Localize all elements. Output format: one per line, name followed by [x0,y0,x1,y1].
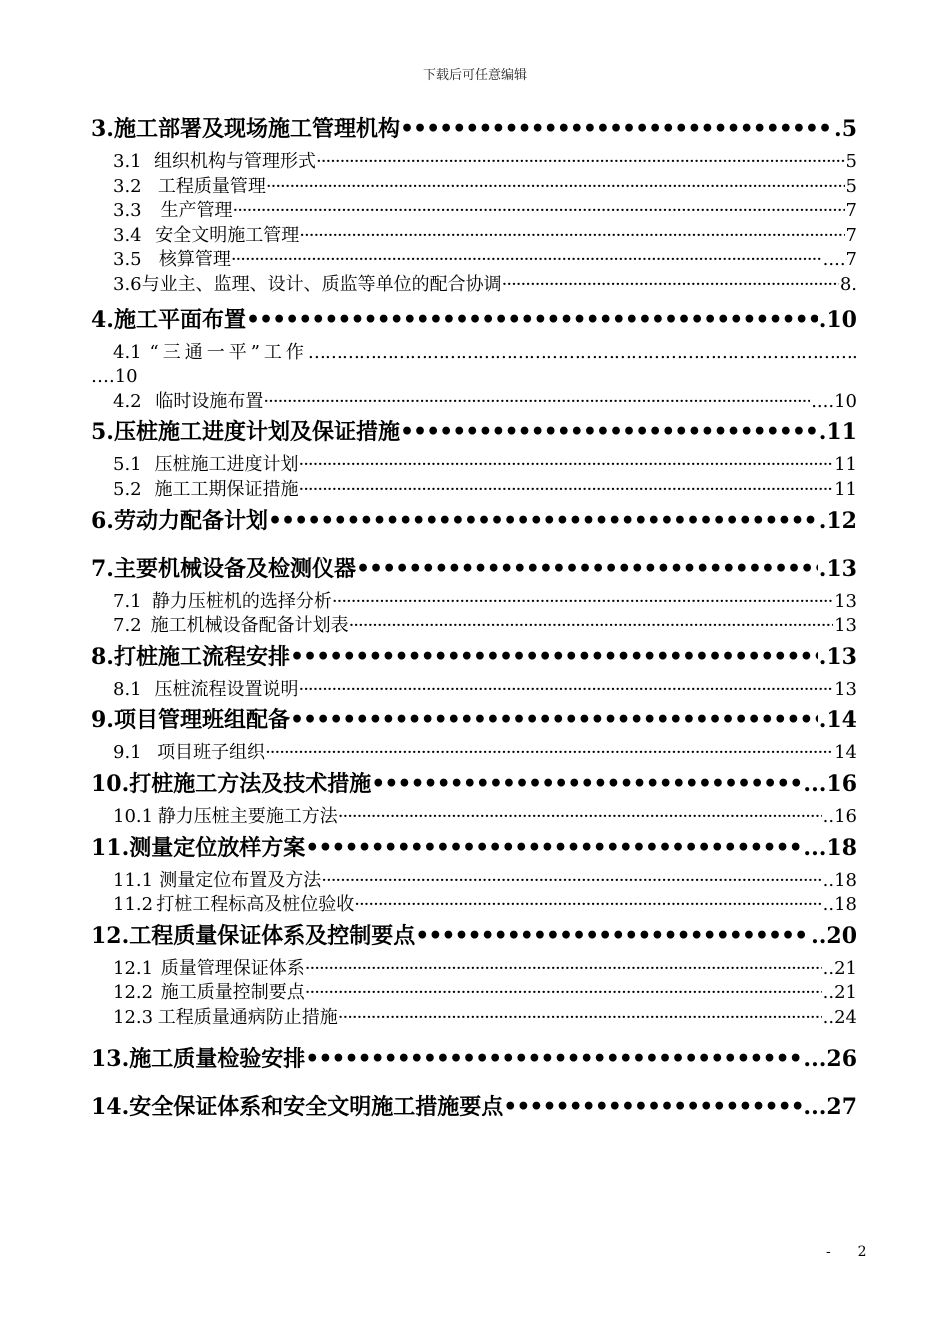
section-page: ..20 [811,922,857,949]
section-page: ...16 [803,770,857,797]
toc-subsection-12-3[interactable] [91,1006,857,1031]
footer-prefix: - [826,1244,831,1260]
section-number: 3. [91,116,114,142]
subsection-number: 3.4 [113,224,142,246]
toc-subsection-7-1[interactable] [91,590,857,615]
subsection-title: 质量管理保证体系 [160,957,305,979]
subsection-page: ..24 [822,1006,857,1028]
dot-leader [305,1044,802,1074]
dot-leader [263,390,810,415]
section-number: 7. [91,555,114,582]
toc-section-13[interactable] [91,1044,857,1074]
dot-leader [232,199,844,224]
toc-section-4[interactable] [91,305,857,335]
subsection-title: 静力压桩机的选择分析 [151,590,332,612]
page-number: 2 [857,1244,867,1260]
subsection-page: 5 [845,175,857,197]
dot-leader [305,833,802,863]
subsection-title: 打桩工程标高及桩位验收 [156,894,355,916]
section-page: .5 [834,116,857,142]
toc-section-7[interactable] [91,554,857,584]
section-number: 5. [91,419,114,446]
subsection-page: 11 [834,454,857,476]
subsection-title: 施工机械设备配备计划表 [150,615,349,637]
dot-leader [356,554,818,584]
subsection-title: 施工工期保证措施 [154,478,299,500]
section-title: 劳动力配备计划 [113,507,268,534]
subsection-title: 工程质量通病防止措施 [157,1006,338,1028]
subsection-page: ….10 [91,366,138,388]
subsection-page: 8. [839,273,857,295]
subsection-number: 4.1 [113,341,142,363]
subsection-page: ....10 [811,390,857,412]
dot-leader [354,893,821,918]
toc-section-5[interactable] [91,417,857,447]
dot-leader [349,614,834,639]
subsection-number: 11.1 [113,869,154,891]
subsection-title: 工程质量管理 [157,175,266,197]
subsection-number: 3.1 [113,151,142,172]
subsection-title: 施工质量控制要点 [160,982,305,1004]
subsection-number: 12.3 [113,1006,154,1028]
dot-leader [502,273,839,298]
subsection-page: ..18 [822,869,857,891]
subsection-page: ....7 [822,249,857,271]
toc-subsection-10-1[interactable] [91,805,857,830]
subsection-page: ..21 [822,982,857,1004]
subsection-number: 4.2 [113,390,142,412]
section-title: 打桩施工方法及技术措施 [129,770,372,797]
toc-section-11[interactable] [91,833,857,863]
subsection-number: 8.1 [113,678,142,700]
dot-leader [400,114,833,144]
subsection-page: ..16 [822,805,857,827]
section-number: 13. [91,1046,130,1073]
toc-subsection-5-2[interactable] [91,478,857,503]
subsection-title: 生产管理 [160,200,233,222]
section-page: ...26 [803,1046,857,1073]
section-title: 施工平面布置 [113,306,246,333]
toc-section-9[interactable] [91,705,857,735]
subsection-page: ..21 [822,957,857,979]
subsection-number: 5.2 [113,478,142,500]
subsection-page: 5 [845,151,857,172]
section-title: 主要机械设备及检测仪器 [113,555,356,582]
section-number: 10. [91,770,130,797]
dot-leader [305,957,822,982]
section-number: 4. [91,306,114,333]
page-header: 下载后可任意编辑 [422,68,527,83]
section-title: 压桩施工进度计划及保证措施 [113,419,400,446]
toc-subsection-3-3[interactable] [91,199,857,224]
section-number: 11. [91,834,130,861]
subsection-number: 3.6 [113,273,142,295]
dot-leader [246,305,818,335]
subsection-page: ..18 [822,894,857,916]
dot-leader [371,769,802,799]
subsection-number: 5.1 [113,454,142,476]
subsection-title: 组织机构与管理形式 [154,151,316,172]
subsection-title: 项目班子组织 [157,742,266,764]
subsection-title: “三通一平”工作 [149,341,308,363]
toc-subsection-9-1[interactable] [91,741,857,766]
toc-section-10[interactable] [91,769,857,799]
subsection-title: 安全文明施工管理 [155,224,300,246]
section-page: ...18 [803,834,857,861]
toc-subsection-3-2[interactable] [91,175,857,200]
subsection-title: 测量定位布置及方法 [159,869,322,891]
subsection-title: 静力压桩主要施工方法 [157,805,338,827]
subsection-number: 11.2 [113,894,154,916]
section-page: ...27 [803,1094,857,1121]
section-number: 9. [91,707,114,734]
dot-leader [305,981,822,1006]
dot-leader [400,417,818,447]
subsection-page: 13 [834,615,857,637]
toc-subsection-3-4[interactable] [91,224,857,249]
subsection-number: 3.5 [113,249,142,271]
dot-leader [290,642,818,672]
subsection-page: 13 [834,590,857,612]
section-title: 施工质量检验安排 [129,1046,306,1073]
toc-section-3[interactable] [91,114,857,144]
dot-leader [268,506,818,536]
dot-leader [298,478,833,503]
section-number: 6. [91,507,114,534]
subsection-number: 7.2 [113,615,142,637]
dot-leader [298,678,833,703]
subsection-number: 3.3 [113,200,142,222]
toc-subsection-3-1[interactable] [91,150,857,175]
subsection-title: 压桩施工进度计划 [154,454,299,476]
subsection-page: 7 [845,224,857,246]
subsection-title: 临时设施布置 [155,390,264,412]
dot-leader [231,248,822,273]
dot-leader [338,1006,822,1031]
subsection-title: 与业主、监理、设计、质监等单位的配合协调 [141,273,502,295]
dot-leader [265,741,833,766]
toc-subsection-8-1[interactable] [91,678,857,703]
toc-subsection-12-1[interactable] [91,957,857,982]
page-footer [826,1244,867,1260]
toc-section-6[interactable] [91,506,857,536]
subsection-number: 12.1 [113,957,154,979]
toc-section-14[interactable] [91,1092,857,1122]
subsection-number: 3.2 [113,175,142,197]
table-of-contents [91,114,857,1122]
section-title: 安全保证体系和安全文明施工措施要点 [129,1094,504,1121]
section-number: 8. [91,643,114,670]
dot-leader [503,1092,802,1122]
dot-leader [338,805,822,830]
dot-leader [308,341,857,366]
section-page: .11 [818,419,857,446]
subsection-page: 11 [834,478,857,500]
section-page: .14 [818,707,857,734]
toc-section-12[interactable] [91,921,857,951]
dot-leader [299,224,844,249]
section-page: .12 [818,507,857,534]
dot-leader [415,921,810,951]
toc-subsection-7-2[interactable] [91,614,857,639]
toc-subsection-3-5[interactable] [91,248,857,273]
subsection-number: 9.1 [113,742,142,764]
subsection-page: 13 [834,678,857,700]
dot-leader [298,453,833,478]
dot-leader [321,869,821,894]
toc-subsection-5-1[interactable] [91,453,857,478]
subsection-title: 核算管理 [158,249,231,271]
toc-subsection-11-1[interactable] [91,869,857,894]
subsection-number: 12.2 [113,982,154,1004]
dot-leader [332,590,833,615]
toc-subsection-4-2[interactable] [91,390,857,415]
toc-subsection-3-6[interactable] [91,273,857,298]
toc-section-8[interactable] [91,642,857,672]
dot-leader [266,175,845,200]
toc-subsection-4-1[interactable] [91,341,857,390]
section-page: .13 [818,643,857,670]
subsection-number: 10.1 [113,805,154,827]
section-title: 测量定位放样方案 [129,834,306,861]
subsection-line [113,341,857,366]
subsection-page: 7 [845,200,857,222]
section-title: 工程质量保证体系及控制要点 [129,922,416,949]
section-page: .10 [818,306,857,333]
section-number: 14. [91,1094,130,1121]
subsection-page: 14 [834,742,857,764]
section-number: 12. [91,922,130,949]
toc-subsection-12-2[interactable] [91,981,857,1006]
subsection-title: 压桩流程设置说明 [154,678,299,700]
section-title: 施工部署及现场施工管理机构 [113,116,400,142]
section-page: .13 [818,555,857,582]
subsection-number: 7.1 [113,590,142,612]
section-title: 项目管理班组配备 [113,707,290,734]
toc-subsection-11-2[interactable] [91,893,857,918]
dot-leader [316,150,845,175]
dot-leader [290,705,818,735]
section-title: 打桩施工流程安排 [113,643,290,670]
